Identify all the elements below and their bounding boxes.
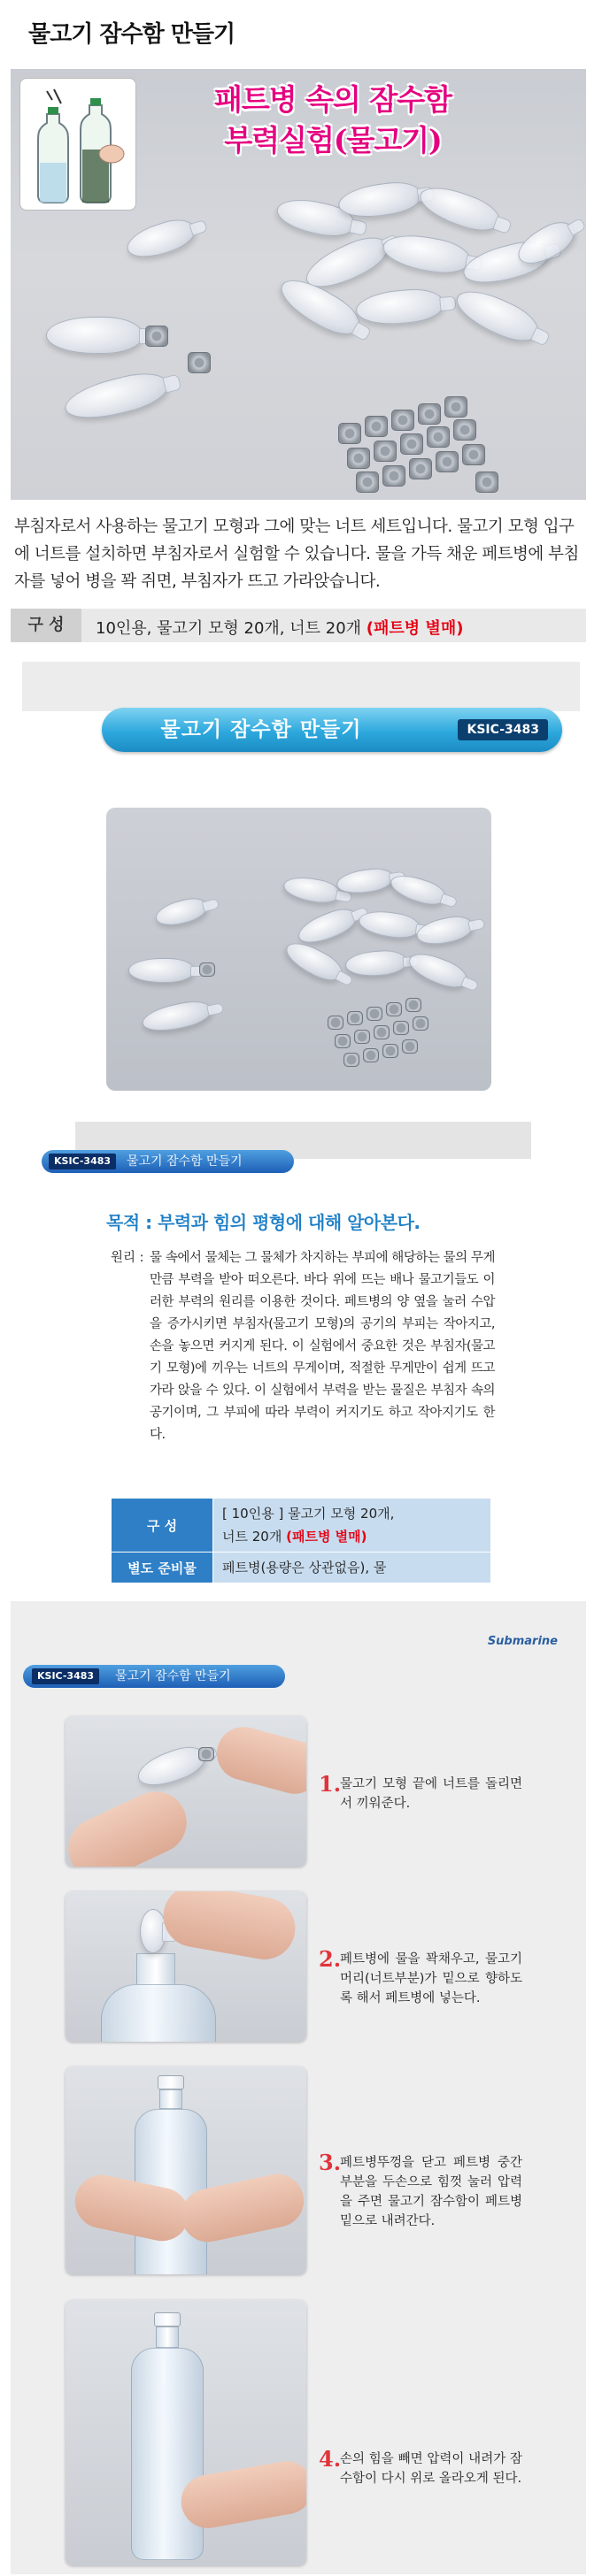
- spec-comp-line2-wrap: [222, 1525, 482, 1548]
- step-2-number: 2.: [319, 1946, 342, 1972]
- catalog-title: 물고기 잠수함 만들기: [160, 718, 362, 741]
- nut: [374, 441, 397, 462]
- catalog-title-bar: [102, 708, 562, 752]
- spec-row-composition: [112, 1499, 491, 1552]
- nut: [363, 1048, 379, 1062]
- step-3-text: [319, 2153, 522, 2231]
- nut: [382, 465, 405, 487]
- nut: [367, 1007, 382, 1021]
- steps-title: 물고기 잠수함 만들기: [115, 1669, 231, 1683]
- nut: [374, 1025, 390, 1039]
- spec-key-composition: 구 성: [112, 1499, 213, 1552]
- nut: [418, 403, 441, 425]
- step-4-text: [319, 2450, 522, 2488]
- step-4-body: 손의 힘을 빼면 압력이 내려가 잠수함이 다시 위로 올라오게 된다.: [340, 2452, 522, 2486]
- nut: [328, 1016, 343, 1030]
- nut: [453, 419, 476, 441]
- nut: [444, 396, 467, 418]
- step-1-body: 물고기 모형 끝에 너트를 돌리면서 끼워준다.: [340, 1777, 522, 1811]
- nut: [386, 1002, 402, 1016]
- catalog-code-badge: KSIC-3483: [458, 719, 548, 740]
- bottle: [159, 2089, 182, 2109]
- fish-model: [140, 997, 214, 1036]
- spec-comp-line2: 너트 20개: [222, 1529, 282, 1545]
- hero-heading-line2: 부력실험(물고기): [224, 123, 442, 157]
- principle-label: 원리 :: [111, 1251, 144, 1265]
- page-title: 물고기 잠수함 만들기: [28, 21, 235, 48]
- spec-comp-note: (패트병 별매): [286, 1529, 367, 1545]
- fish-model: [380, 230, 473, 279]
- composition-text: [96, 616, 463, 639]
- nut: [145, 326, 168, 347]
- nut: [356, 472, 379, 493]
- composition-items: 10인용, 물고기 모형 20개, 너트 20개: [96, 619, 362, 638]
- steps-code-badge: KSIC-3483: [32, 1668, 99, 1684]
- mini-title: 물고기 잠수함 만들기: [127, 1154, 243, 1169]
- nut: [338, 423, 361, 444]
- fish-model: [415, 180, 506, 238]
- mini-title-tag: [42, 1150, 294, 1173]
- nut: [199, 962, 215, 977]
- step-2-photo: [66, 1891, 306, 2042]
- fish-model: [123, 213, 200, 264]
- spec-row-extra: [112, 1552, 491, 1583]
- hand: [211, 1721, 306, 1799]
- step-1-photo: [66, 1716, 306, 1867]
- fish-model: [61, 366, 173, 426]
- step-3-body: 페트병뚜껑을 닫고 페트병 중간부분을 두손으로 힘껏 눌러 압력을 주면 물고기 잠수함이 페트병 밑으로 내려간다.: [340, 2156, 522, 2228]
- step-1-text: [319, 1775, 522, 1813]
- product-description: 부침자로서 사용하는 물고기 모형과 그에 맞는 너트 세트입니다. 물고기 모형 입구에 너트를 설치하면 부침자로서 실험할 수 있습니다. 물을 가득 채운 페트병에 부침자를 넣어 병을 꽉 쥐면, 부침자가 뜨고 가라앉습니다.: [14, 518, 579, 591]
- bottle: [136, 1953, 175, 1989]
- bottle: [156, 2327, 179, 2348]
- composition-bar: [11, 609, 586, 642]
- step-4-number: 4.: [319, 2446, 342, 2472]
- nut: [436, 451, 459, 472]
- fish-model: [451, 282, 545, 350]
- catalog-top-band: [22, 662, 580, 711]
- hand: [66, 1782, 197, 1867]
- steps-brand: Submarine: [487, 1635, 558, 1648]
- catalog-card: [22, 662, 580, 1576]
- step-1-number: 1.: [319, 1771, 342, 1797]
- spec-key-extra: 별도 준비물: [112, 1552, 213, 1583]
- fish-model: [414, 913, 475, 949]
- nut: [402, 1039, 418, 1054]
- fish-model: [357, 908, 421, 940]
- hero-heading-line1: 패트병 속의 잠수함: [214, 82, 452, 117]
- catalog-photo: [106, 808, 491, 1091]
- fish-model: [128, 958, 195, 983]
- nut: [391, 410, 414, 431]
- spec-val-extra: 페트병(용량은 상관없음), 물: [213, 1552, 491, 1583]
- hero-heading: [214, 80, 452, 161]
- nut: [198, 1747, 214, 1761]
- principle-text: 물 속에서 물체는 그 물체가 차지하는 부피에 해당하는 물의 무게만큼 부력을 받아 떠오른다. 바다 위에 뜨는 배나 물고기들도 이러한 부력의 원리를 이용한 것이다. 페트병의 양 옆을 눌러 수압을 증가시키면 부침자(물고기 모형)의 공기의 부피는 작아지고, 손을 놓으면 커지게 된다. 이 실험에서 중요한 것은 부침자(물고기 모형)에 끼우는 너트의 무게이며, 적절한 무게만이 쉽게 뜨고 가라 앉을 수 있다. 이 실험에서 부력을 받는 물질은 부침자 속의 공기이며, 그 부피에 따라 부력이 커지기도 하고 작아지기도 한다.: [150, 1251, 495, 1442]
- fish-model: [282, 936, 348, 987]
- spec-comp-line1: [ 10인용 ] 물고기 모형 20개,: [222, 1506, 395, 1522]
- hand: [158, 1891, 300, 1964]
- nut: [427, 426, 450, 448]
- nut: [400, 433, 423, 455]
- nut: [475, 472, 498, 493]
- composition-label: 구 성: [11, 609, 81, 642]
- step-3-number: 3.: [319, 2150, 342, 2175]
- fish-model: [405, 947, 471, 993]
- spec-table: [111, 1498, 491, 1583]
- steps-title-tag: [23, 1665, 285, 1688]
- nut: [413, 1016, 428, 1031]
- mini-code-badge: KSIC-3483: [49, 1154, 116, 1169]
- nut: [405, 998, 421, 1012]
- nut: [335, 1034, 351, 1048]
- step-4-photo: [66, 2300, 306, 2565]
- fish-model: [46, 317, 143, 354]
- bottle: [131, 2348, 204, 2560]
- nut: [188, 352, 211, 373]
- bottle-diagram-icon: [20, 79, 137, 211]
- nut: [343, 1053, 359, 1067]
- nut: [354, 1030, 370, 1044]
- fish-model: [282, 874, 343, 907]
- fish-model: [344, 949, 408, 978]
- bottle-illustration: [19, 78, 136, 211]
- nut: [365, 416, 388, 437]
- bottle: [101, 1984, 216, 2042]
- nut: [347, 1011, 363, 1025]
- product-photo: [11, 69, 586, 500]
- step-3-photo: [66, 2066, 306, 2274]
- fish-model: [294, 903, 360, 949]
- fish-model: [153, 894, 211, 931]
- nut: [382, 1044, 398, 1058]
- nut: [409, 458, 432, 479]
- fish-model: [355, 287, 446, 328]
- nut: [462, 444, 485, 465]
- spec-val-composition: [213, 1499, 491, 1552]
- step-2-text: [319, 1950, 522, 2008]
- fish-model: [388, 870, 450, 910]
- nut: [393, 1021, 409, 1035]
- bottle-cap: [154, 2312, 181, 2327]
- step-2-body: 페트병에 물을 꽉채우고, 물고기 머리(너트부분)가 밑으로 향하도록 해서 페트병에 넣는다.: [340, 1952, 522, 2005]
- nut: [347, 448, 370, 469]
- steps-section: [11, 1601, 586, 2574]
- bottle-cap: [158, 2075, 184, 2089]
- composition-note: (패트병 별매): [366, 619, 464, 638]
- purpose-heading: 목적 : 부력과 힘의 평형에 대해 알아본다.: [106, 1212, 421, 1233]
